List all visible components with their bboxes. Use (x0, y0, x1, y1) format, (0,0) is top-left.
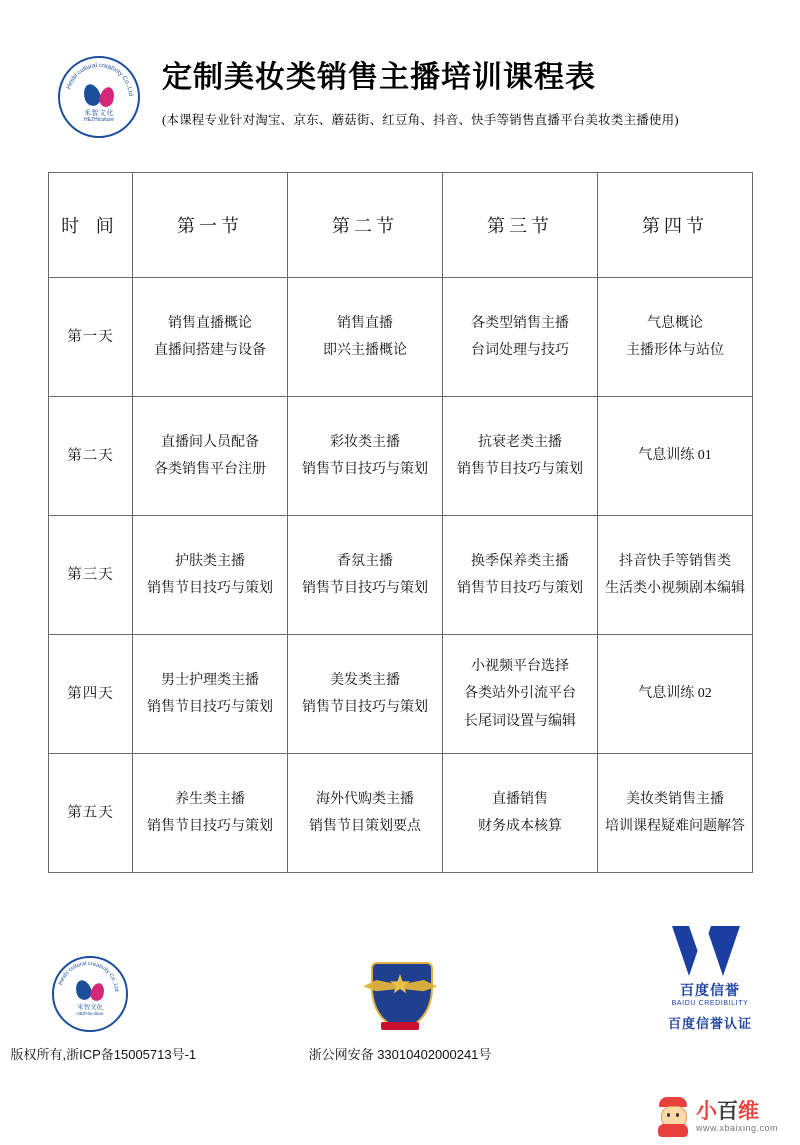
day-label: 第五天 (49, 754, 133, 873)
day-label: 第四天 (49, 635, 133, 754)
watermark-brand-2: 百 (716, 1099, 738, 1123)
course-line: 各类销售平台注册 (154, 462, 266, 477)
course-cell (443, 754, 598, 873)
logo-en-name: HEZHIculture (83, 117, 114, 123)
course-cell (598, 397, 753, 516)
course-cell (598, 635, 753, 754)
footer-text-row (0, 1044, 800, 1063)
course-cell (288, 754, 443, 873)
column-header-session-1: 第一节 (133, 173, 288, 278)
seal-cn-name: 禾智文化 (77, 1004, 103, 1011)
company-logo-seal (58, 56, 140, 138)
course-line: 抗衰老类主播 (478, 434, 562, 450)
footer-police-badge (320, 958, 480, 1032)
course-line: 换季保养类主播 (471, 553, 569, 569)
page-title: 定制美妆类销售主播培训课程表 (162, 61, 596, 94)
day-label: 第一天 (49, 278, 133, 397)
course-line: 直播销售 (492, 791, 548, 807)
column-header-time: 时 间 (49, 173, 133, 278)
course-line: 销售节目技巧与策划 (147, 581, 273, 596)
course-cell (443, 635, 598, 754)
course-line: 销售直播 (337, 315, 393, 331)
course-cell (288, 635, 443, 754)
course-line: 海外代购类主播 (316, 791, 414, 807)
table-row (49, 278, 753, 397)
logo-swoosh-icon (84, 84, 114, 108)
company-seal-icon (52, 956, 128, 1032)
header-text-block (162, 52, 679, 128)
course-line: 培训课程疑难问题解答 (605, 819, 745, 834)
course-line: 男士护理类主播 (161, 672, 259, 688)
course-line: 销售节目技巧与策划 (457, 581, 583, 596)
footer-baidu-badge[interactable] (630, 926, 790, 1032)
course-line: 小视频平台选择 (471, 659, 569, 675)
course-cell (443, 516, 598, 635)
baidu-credibility-icon (666, 926, 754, 978)
svg-text:Hesbi cultural creativity Co.,: Hesbi cultural creativity Co.,Ltd (57, 960, 120, 992)
watermark-brand-1: 小 (695, 1099, 717, 1123)
course-line: 销售节目技巧与策划 (147, 819, 273, 834)
course-cell (443, 278, 598, 397)
course-line: 销售节目策划要点 (309, 819, 421, 834)
baidu-badge-cn: 百度信誉 (680, 982, 740, 998)
day-label: 第三天 (49, 516, 133, 635)
column-header-session-2: 第二节 (288, 173, 443, 278)
course-cell (133, 635, 288, 754)
schedule-table-container (48, 172, 752, 873)
course-line: 气息训练 01 (638, 448, 712, 464)
course-line: 美妆类销售主播 (626, 791, 724, 807)
course-line: 直播间人员配备 (161, 434, 259, 450)
site-watermark (656, 1097, 778, 1137)
course-cell (598, 516, 753, 635)
document-header (58, 0, 800, 138)
course-cell (598, 278, 753, 397)
course-line: 美发类主播 (330, 672, 400, 688)
course-line: 气息训练 02 (638, 686, 712, 702)
course-line: 护肤类主播 (175, 553, 245, 569)
course-line: 各类站外引流平台 (464, 686, 576, 702)
column-header-session-3: 第三节 (443, 173, 598, 278)
svg-text:Hesbi cultural creativity Co.,: Hesbi cultural creativity Co.,Ltd (65, 61, 135, 97)
police-record-text[interactable]: 浙公网安备 33010402000241号 (308, 1047, 492, 1062)
mascot-icon (656, 1097, 690, 1137)
baidu-badge-en: BAIDU CREDIBILITY (671, 1000, 749, 1007)
copyright-text: 版权所有,浙ICP备15005713号-1 (10, 1047, 197, 1062)
course-line: 销售节目技巧与策划 (302, 581, 428, 596)
watermark-url: www.xbaixing.com (695, 1123, 778, 1134)
course-line: 销售节目技巧与策划 (302, 700, 428, 715)
course-line: 生活类小视频剧本编辑 (605, 581, 745, 596)
course-cell (598, 754, 753, 873)
course-line: 彩妆类主播 (330, 434, 400, 450)
watermark-brand (696, 1101, 778, 1123)
logo-cn-name: 禾智文化 (84, 110, 114, 117)
footer-company-seal-badge (10, 956, 170, 1032)
seal-swoosh-icon (76, 980, 104, 1002)
table-row (49, 635, 753, 754)
watermark-text (696, 1101, 778, 1133)
course-cell (133, 397, 288, 516)
seal-en-name: HEZHIculture (76, 1011, 104, 1016)
course-line: 长尾词设置与编辑 (464, 713, 576, 729)
course-cell (288, 397, 443, 516)
table-header-row (49, 173, 753, 278)
course-cell (288, 278, 443, 397)
baidu-badge-caption: 百度信誉认证 (667, 1016, 752, 1031)
course-line: 销售节目技巧与策划 (457, 462, 583, 477)
course-line: 即兴主播概论 (323, 343, 407, 358)
footer-badges (0, 940, 800, 1032)
course-line: 销售节目技巧与策划 (302, 462, 428, 477)
course-line: 财务成本核算 (478, 819, 562, 834)
course-cell (133, 754, 288, 873)
course-line: 销售直播概论 (168, 315, 252, 331)
course-line: 养生类主播 (175, 791, 245, 807)
column-header-session-4: 第四节 (598, 173, 753, 278)
course-cell (288, 516, 443, 635)
course-line: 抖音快手等销售类 (619, 553, 731, 569)
course-cell (133, 278, 288, 397)
page-subtitle: (本课程专业针对淘宝、京东、蘑菇街、红豆角、抖音、快手等销售直播平台美妆类主播使用) (162, 113, 679, 127)
watermark-brand-3: 维 (737, 1099, 759, 1123)
course-cell (443, 397, 598, 516)
course-line: 主播形体与站位 (626, 343, 724, 358)
table-row (49, 754, 753, 873)
document-footer (0, 940, 800, 1063)
course-line: 台词处理与技巧 (471, 343, 569, 358)
day-label: 第二天 (49, 397, 133, 516)
course-line: 气息概论 (647, 315, 703, 331)
course-line: 直播间搭建与设备 (154, 343, 266, 358)
course-line: 各类型销售主播 (471, 315, 569, 331)
course-line: 香氛主播 (337, 553, 393, 569)
course-line: 销售节目技巧与策划 (147, 700, 273, 715)
table-row (49, 397, 753, 516)
police-emblem-icon: ★ (363, 958, 437, 1032)
course-schedule-table (48, 172, 753, 873)
course-cell (133, 516, 288, 635)
table-row (49, 516, 753, 635)
